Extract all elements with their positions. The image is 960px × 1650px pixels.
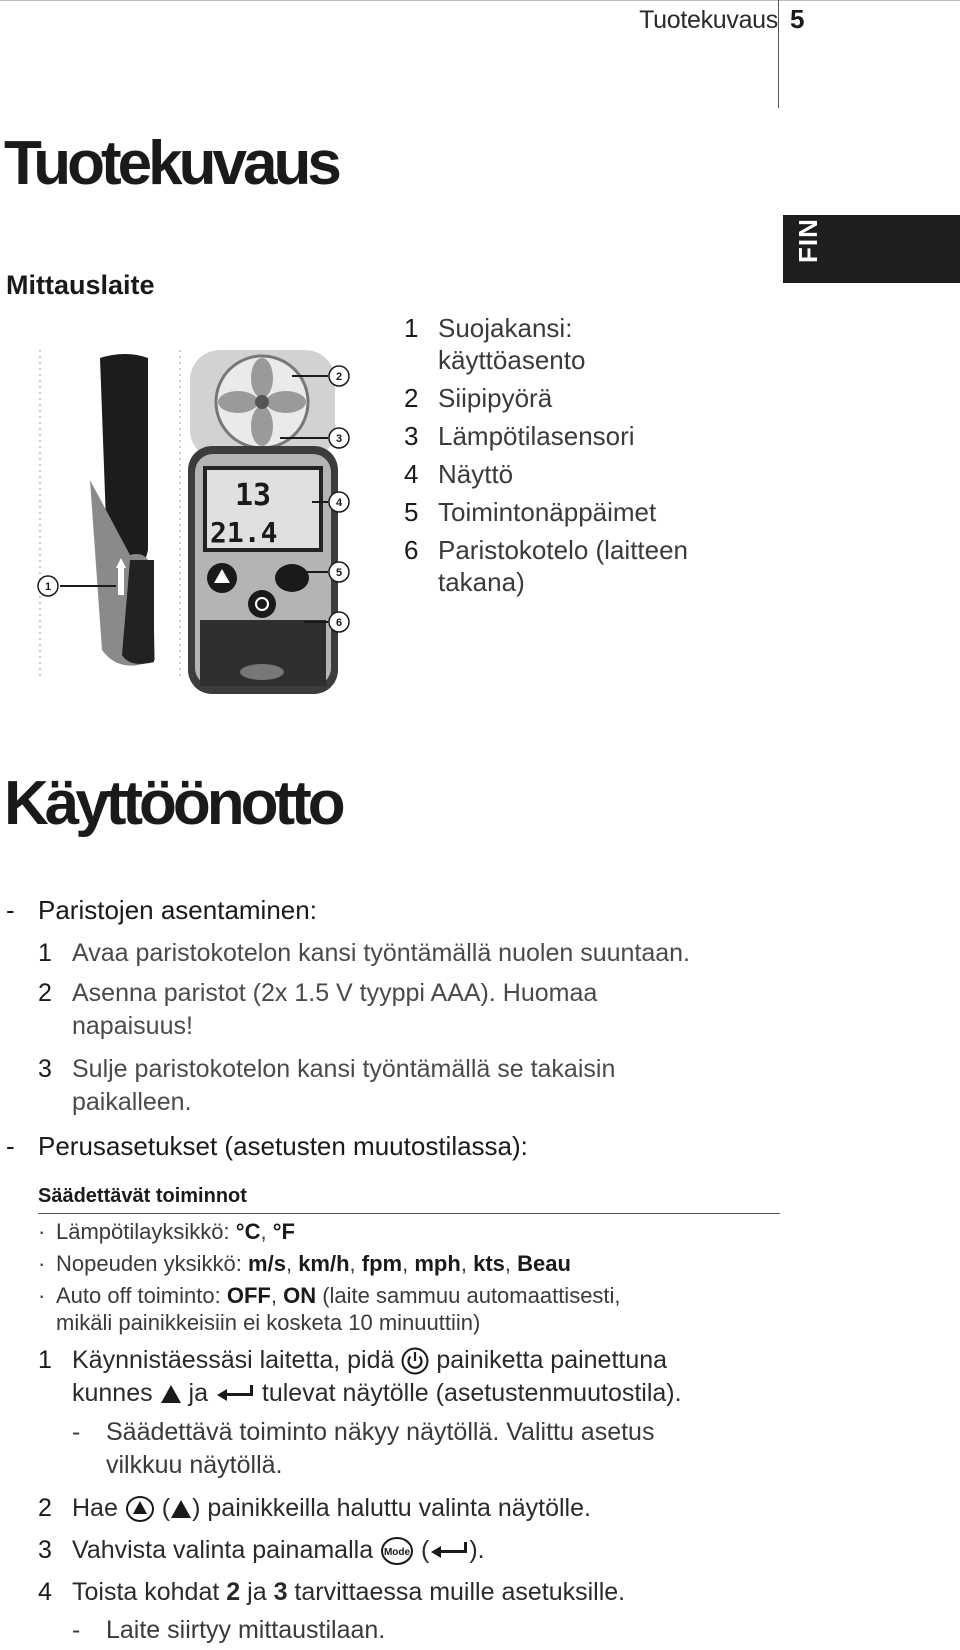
callout-2: 2 <box>335 371 343 383</box>
settings-step-3: 3 Vahvista valinta painamalla Mode ( ). <box>38 1534 758 1567</box>
settings-step-4-note: - Laite siirtyy mittaustilaan. <box>72 1616 386 1644</box>
svg-text:Mode: Mode <box>384 1547 411 1559</box>
batteries-title: - Paristojen asentaminen: <box>6 895 317 925</box>
enter-symbol-icon <box>215 1384 255 1404</box>
settings-step-2: 2 Hae ( ) painikkeilla haluttu valinta näytölle. <box>38 1494 591 1522</box>
callout-legend <box>404 312 784 604</box>
legend-item: 3 Lämpötilasensori <box>404 421 635 451</box>
section-subheading: Mittauslaite <box>6 270 155 300</box>
header-divider <box>778 0 779 108</box>
page-number: 5 <box>790 4 805 34</box>
settings-step-1-note: - Säädettävä toiminto näkyy näytöllä. Valittu asetus vilkkuu näytöllä. <box>72 1418 655 1479</box>
settings-step-1: 1 Käynnistäessäsi laitetta, pidä painiketta painettuna kunnes ja tulevat näytölle (asetustenmuutostila). <box>38 1346 682 1407</box>
battery-step-3: 3 Sulje paristokotelon kansi työntämällä se takaisin paikalleen. <box>38 1055 616 1116</box>
adjustable-functions-title: Säädettävät toiminnot <box>38 1185 247 1207</box>
battery-step-1: 1 Avaa paristokotelon kansi työntämällä nuolen suuntaan. <box>38 939 691 967</box>
legend-item: 6 Paristokotelo (laitteen takana) <box>404 535 689 597</box>
display-bottom-value: 21.4 <box>210 516 278 549</box>
up-arrow-icon <box>160 1384 182 1404</box>
callout-4: 4 <box>335 497 343 509</box>
battery-step-2: 2 Asenna paristot (2x 1.5 V tyyppi AAA). Huomaa napaisuus! <box>38 979 598 1040</box>
basic-settings-title: - Perusasetukset (asetusten muutostilassa): <box>6 1131 528 1161</box>
legend-item: 2 Siipipyörä <box>404 383 553 413</box>
setting-speed-unit: · Nopeuden yksikkö: m/s, km/h, fpm, mph, kts, Beau <box>38 1251 571 1276</box>
header-rule <box>0 0 960 1</box>
running-section-title: Tuotekuvaus <box>639 6 778 34</box>
callout-1: 1 <box>44 581 52 593</box>
language-tab-label: FIN <box>793 218 823 263</box>
adjustable-functions-rule <box>38 1213 780 1214</box>
power-button-icon <box>401 1346 429 1376</box>
up-button-icon <box>125 1495 155 1523</box>
callout-3: 3 <box>335 433 343 445</box>
settings-step-4: 4 Toista kohdat 2 ja 3 tarvittaessa muille asetuksille. <box>38 1578 626 1606</box>
display-top-value: 13 <box>235 478 272 513</box>
up-arrow-icon <box>170 1499 192 1519</box>
setting-auto-off: · Auto off toiminto: OFF, ON (laite sammuu automaattisesti, mikäli painikkeisiin ei kosketa 10 minuuttiin) <box>38 1283 621 1335</box>
callout-5: 5 <box>335 567 343 579</box>
callout-6: 6 <box>335 617 343 629</box>
legend-item: 5 Toimintonäppäimet <box>404 497 657 527</box>
mode-button-icon <box>380 1536 414 1566</box>
legend-item: 1 Suojakansi: käyttöasento <box>404 313 586 375</box>
enter-symbol-icon <box>429 1541 469 1561</box>
language-tab <box>783 215 960 283</box>
page-title: Tuotekuvaus <box>4 129 338 198</box>
legend-item: 4 Näyttö <box>404 459 514 489</box>
device-front-view <box>188 350 338 694</box>
device-illustration <box>30 350 380 730</box>
startup-heading: Käyttöönotto <box>4 769 342 838</box>
setting-temperature-unit: · Lämpötilayksikkö: °C, °F <box>38 1219 295 1244</box>
